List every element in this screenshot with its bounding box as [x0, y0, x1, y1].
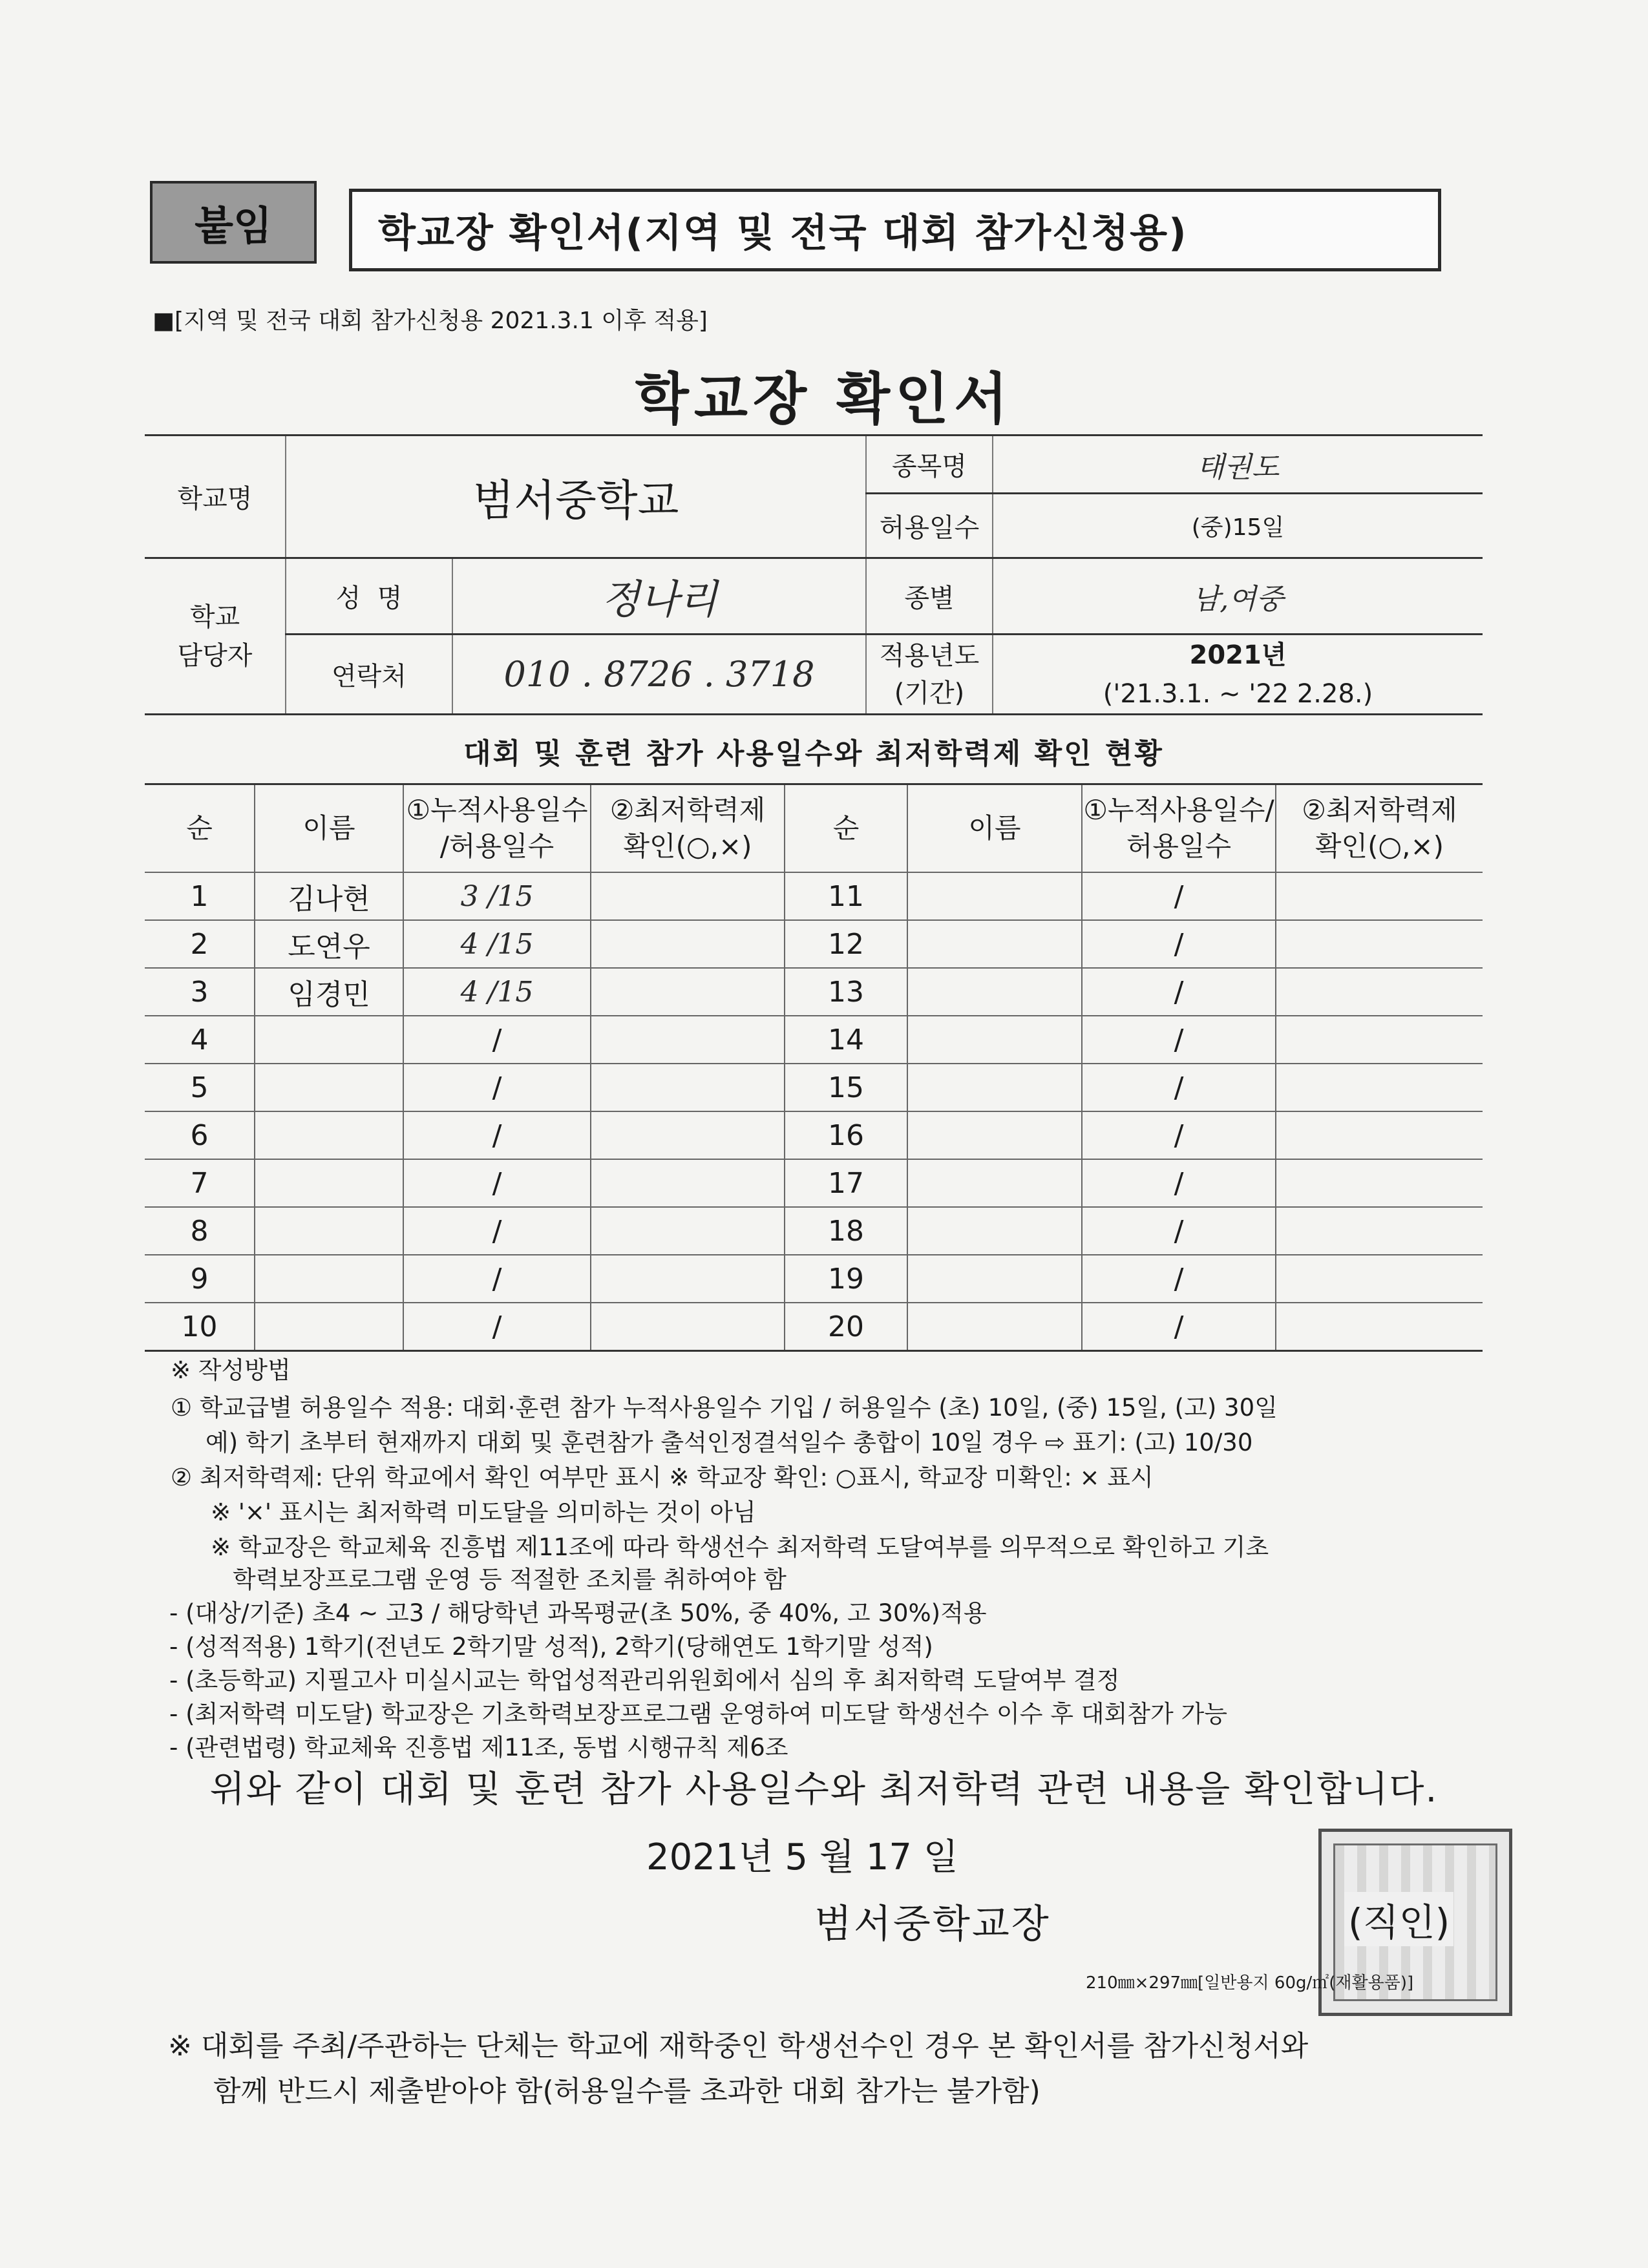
student-name — [255, 1207, 403, 1255]
days-used: / — [1082, 872, 1276, 920]
manager-contact-value: 010 . 8726 . 3718 — [452, 635, 866, 715]
row-number: 4 — [145, 1016, 255, 1064]
days-used: 4 /15 — [403, 920, 591, 968]
row-number: 16 — [785, 1111, 907, 1159]
table-row — [145, 1255, 1483, 1303]
days-used: / — [403, 1111, 591, 1159]
days-used: / — [403, 1207, 591, 1255]
guide-line: ※ 학교장은 학교체육 진흥법 제11조에 따라 학생선수 최저학력 도달여부를 의무적으로 확인하고 기초 — [211, 1533, 1269, 1561]
table-row — [145, 1159, 1483, 1207]
academic-check — [1276, 1207, 1483, 1255]
col-header-check-right: ②최저학력제 확인(○,×) — [1276, 784, 1483, 873]
days-used: / — [403, 1064, 591, 1111]
footer-note-line1: ※ 대회를 주최/주관하는 단체는 학교에 재학중인 학생선수인 경우 본 확인서를 참가신청서와 — [168, 2030, 1309, 2063]
guide-line: - (성적적용) 1학기(전년도 2학기말 성적), 2학기(당해연도 1학기말 성적) — [169, 1633, 933, 1661]
academic-check — [591, 920, 785, 968]
days-used: / — [403, 1016, 591, 1064]
row-number: 15 — [785, 1064, 907, 1111]
guide-line: ② 최저학력제: 단위 학교에서 확인 여부만 표시 ※ 학교장 확인: ○표시, 학교장 미확인: × 표시 — [171, 1464, 1154, 1491]
academic-check — [1276, 1064, 1483, 1111]
row-number: 10 — [145, 1303, 255, 1351]
row-number: 8 — [145, 1207, 255, 1255]
days-used: 3 /15 — [403, 872, 591, 920]
days-used: / — [1082, 1255, 1276, 1303]
guide-line: ① 학교급별 허용일수 적용: 대회·훈련 참가 누적사용일수 기입 / 허용일수 (초) 10일, (중) 15일, (고) 30일 — [171, 1394, 1278, 1422]
row-number: 20 — [785, 1303, 907, 1351]
days-used: / — [403, 1159, 591, 1207]
row-number: 9 — [145, 1255, 255, 1303]
row-number: 12 — [785, 920, 907, 968]
year-period: ('21.3.1. ~ '22 2.28.) — [1103, 678, 1373, 709]
row-number: 2 — [145, 920, 255, 968]
student-name — [255, 1303, 403, 1351]
days-used: / — [1082, 1064, 1276, 1111]
event-label: 종목명 — [866, 436, 993, 494]
academic-check — [591, 968, 785, 1016]
principal-name: 범서중학교장 — [814, 1902, 1051, 1947]
student-name — [907, 1064, 1082, 1111]
academic-check — [591, 1159, 785, 1207]
academic-check — [1276, 872, 1483, 920]
student-name — [907, 872, 1082, 920]
guide-line: ※ '×' 표시는 최저학력 미도달을 의미하는 것이 아님 — [211, 1498, 756, 1526]
col-header-no-left: 순 — [145, 784, 255, 873]
academic-check — [1276, 1159, 1483, 1207]
academic-check — [591, 1016, 785, 1064]
row-number: 1 — [145, 872, 255, 920]
year-value: 2021년 — [1189, 640, 1287, 670]
academic-check — [1276, 1016, 1483, 1064]
seal-label: (직인) — [1344, 1892, 1453, 1946]
days-used: / — [1082, 1016, 1276, 1064]
row-number: 6 — [145, 1111, 255, 1159]
col-header-no-right: 순 — [785, 784, 907, 873]
allowed-days-value: (중)15일 — [993, 494, 1483, 558]
footer-note-line2: 함께 반드시 제출받아야 함(허용일수를 초과한 대회 참가는 불가함) — [213, 2075, 1041, 2108]
academic-check — [1276, 968, 1483, 1016]
academic-check — [591, 1111, 785, 1159]
section-title: 대회 및 훈련 참가 사용일수와 최저학력제 확인 현황 — [463, 737, 1164, 770]
event-value: 태권도 — [993, 436, 1483, 494]
table-row — [145, 1064, 1483, 1111]
days-used: / — [403, 1255, 591, 1303]
row-number: 17 — [785, 1159, 907, 1207]
days-used: / — [1082, 1159, 1276, 1207]
academic-check — [591, 872, 785, 920]
confirmation-date: 2021년 5 월 17 일 — [646, 1836, 958, 1878]
academic-check — [591, 1064, 785, 1111]
student-name — [907, 1303, 1082, 1351]
days-used: 4 /15 — [403, 968, 591, 1016]
row-number: 5 — [145, 1064, 255, 1111]
manager-label: 학교 담당자 — [145, 558, 286, 715]
table-row — [145, 1207, 1483, 1255]
student-name — [255, 1255, 403, 1303]
category-value: 남,여중 — [993, 558, 1483, 635]
manager-name-label: 성 명 — [286, 558, 452, 635]
student-name — [255, 1064, 403, 1111]
year-value-cell — [993, 635, 1483, 715]
student-name: 도연우 — [255, 920, 403, 968]
allowed-days-label: 허용일수 — [866, 494, 993, 558]
paper-spec: 210㎜×297㎜[일반용지 60g/㎡(재활용품)] — [1086, 1973, 1414, 1993]
guide-line: 학력보장프로그램 운영 등 적절한 조치를 취하여야 함 — [233, 1566, 787, 1593]
table-row — [145, 1016, 1483, 1064]
row-number: 13 — [785, 968, 907, 1016]
student-name — [907, 1111, 1082, 1159]
col-header-name-right: 이름 — [907, 784, 1082, 873]
col-header-check-left: ②최저학력제 확인(○,×) — [591, 784, 785, 873]
table-row — [145, 872, 1483, 920]
manager-contact-label: 연락처 — [286, 635, 452, 715]
guide-line: - (최저학력 미도달) 학교장은 기초학력보장프로그램 운영하여 미도달 학생선수 이수 후 대회참가 가능 — [169, 1700, 1228, 1728]
academic-check — [1276, 920, 1483, 968]
guide-line: - (초등학교) 지필고사 미실시교는 학업성적관리위원회에서 심의 후 최저학력 도달여부 결정 — [169, 1666, 1120, 1694]
row-number: 3 — [145, 968, 255, 1016]
col-header-name-left: 이름 — [255, 784, 403, 873]
student-name — [255, 1016, 403, 1064]
days-used: / — [1082, 920, 1276, 968]
row-number: 14 — [785, 1016, 907, 1064]
academic-check — [591, 1255, 785, 1303]
student-name — [907, 1159, 1082, 1207]
days-used: / — [1082, 1207, 1276, 1255]
attachment-badge: 붙임 — [150, 181, 317, 264]
days-used: / — [1082, 1303, 1276, 1351]
category-label: 종별 — [866, 558, 993, 635]
confirmation-sentence: 위와 같이 대회 및 훈련 참가 사용일수와 최저학력 관련 내용을 확인합니다. — [209, 1769, 1439, 1811]
table-row — [145, 968, 1483, 1016]
academic-check — [1276, 1255, 1483, 1303]
row-number: 19 — [785, 1255, 907, 1303]
days-used: / — [1082, 968, 1276, 1016]
table-row — [145, 1303, 1483, 1351]
student-name — [907, 968, 1082, 1016]
student-name — [255, 1159, 403, 1207]
guide-line: - (관련법령) 학교체육 진흥법 제11조, 동법 시행규칙 제6조 — [169, 1734, 788, 1761]
academic-check — [591, 1207, 785, 1255]
days-used: / — [403, 1303, 591, 1351]
student-name: 김나현 — [255, 872, 403, 920]
form-header-title: 학교장 확인서(지역 및 전국 대회 참가신청용) — [349, 189, 1441, 271]
school-info-table — [145, 434, 1483, 715]
academic-check — [591, 1303, 785, 1351]
manager-name-value: 정나리 — [452, 558, 866, 635]
academic-check — [1276, 1303, 1483, 1351]
academic-check — [1276, 1111, 1483, 1159]
student-name — [907, 1016, 1082, 1064]
table-row — [145, 1111, 1483, 1159]
col-header-days-right: ①누적사용일수/ 허용일수 — [1082, 784, 1276, 873]
student-name — [255, 1111, 403, 1159]
table-header-row — [145, 784, 1483, 873]
guide-heading: ※ 작성방법 — [171, 1356, 291, 1384]
participants-table — [145, 783, 1483, 1352]
table-row — [145, 920, 1483, 968]
applicability-notice: ■[지역 및 전국 대회 참가신청용 2021.3.1 이후 적용] — [153, 308, 708, 334]
year-label: 적용년도 (기간) — [866, 635, 993, 715]
row-number: 18 — [785, 1207, 907, 1255]
student-name — [907, 920, 1082, 968]
student-name — [907, 1207, 1082, 1255]
guide-line: - (대상/기준) 초4 ~ 고3 / 해당학년 과목평균(초 50%, 중 40%, 고 30%)적용 — [169, 1599, 987, 1627]
guide-line: 예) 학기 초부터 현재까지 대회 및 훈련참가 출석인정결석일수 총합이 10일 경우 ⇨ 표기: (고) 10/30 — [206, 1429, 1253, 1456]
student-name — [907, 1255, 1082, 1303]
days-used: / — [1082, 1111, 1276, 1159]
document-title: 학교장 확인서 — [635, 367, 1013, 432]
student-name: 임경민 — [255, 968, 403, 1016]
participants-table-body — [145, 872, 1483, 1351]
school-name-label: 학교명 — [145, 436, 286, 558]
row-number: 7 — [145, 1159, 255, 1207]
row-number: 11 — [785, 872, 907, 920]
school-name-value: 범서중학교 — [286, 436, 866, 558]
col-header-days-left: ①누적사용일수 /허용일수 — [403, 784, 591, 873]
